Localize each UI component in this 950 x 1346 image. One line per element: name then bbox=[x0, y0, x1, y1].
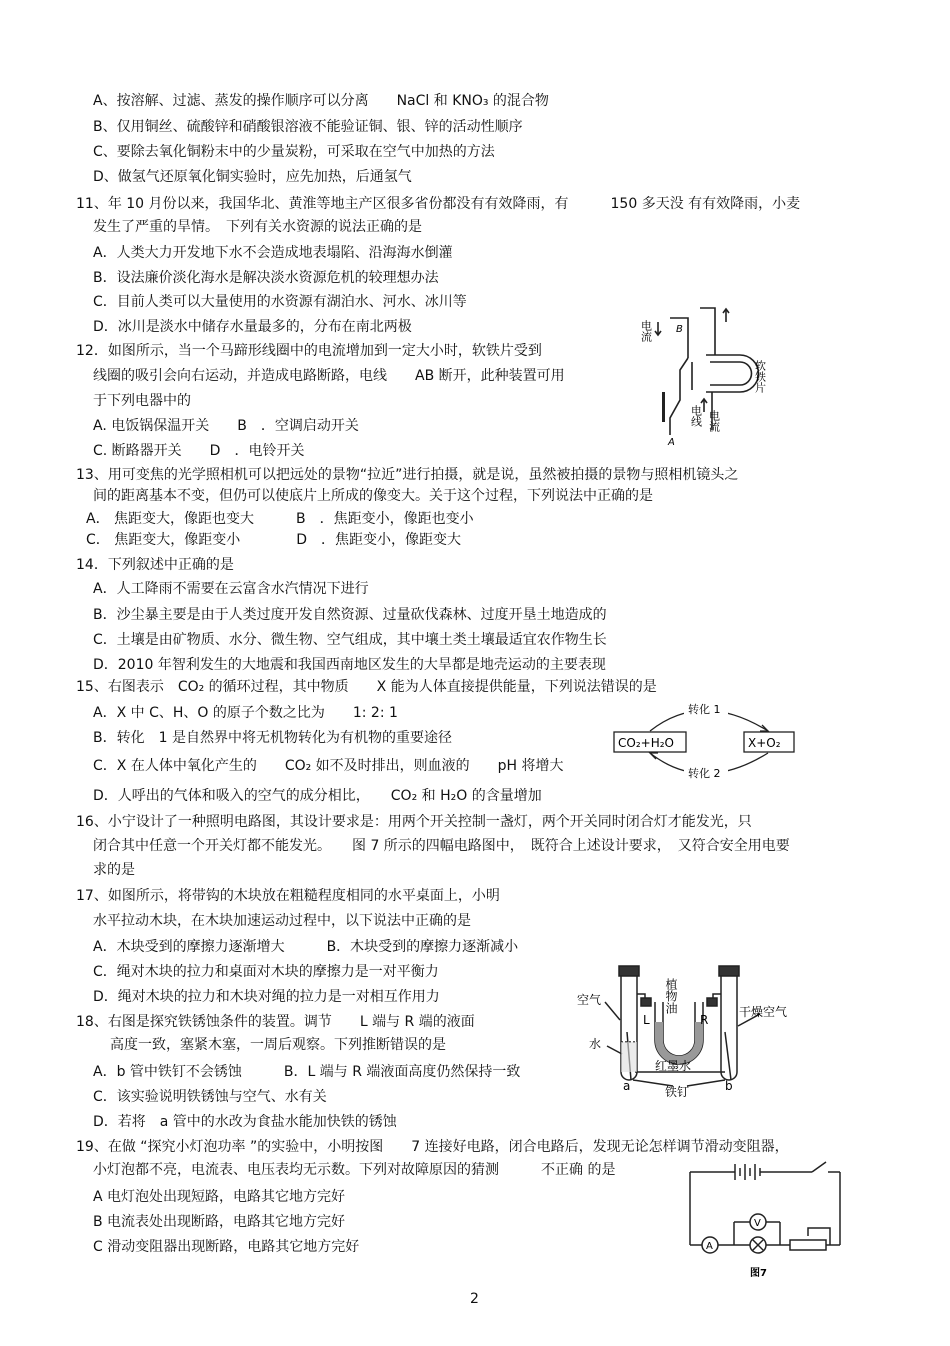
q13-options-cd: C． 焦距变大，像距变小 D ．焦距变小，像距变大 bbox=[86, 532, 462, 548]
q17-options-ab: A．木块受到的摩擦力逐渐增大 B．木块受到的摩擦力逐渐减小 bbox=[93, 939, 519, 955]
q16-stem-3: 求的是 bbox=[93, 862, 135, 878]
q18-option-c: C．该实验说明铁锈蚀与空气、水有关 bbox=[93, 1089, 327, 1105]
q17-stem: 17、如图所示，将带钩的木块放在粗糙程度相同的水平桌面上，小明 bbox=[76, 888, 500, 904]
q18-stem-2: 高度一致，塞紧木塞，一周后观察。下列推断错误的是 bbox=[110, 1037, 446, 1053]
q11-stem-2: 发生了严重的旱情。 下列有关水资源的说法正确的是 bbox=[93, 219, 422, 235]
q14-option-d: D．2010 年智利发生的大地震和我国西南地区发生的大旱都是地壳运动的主要表现 bbox=[93, 657, 606, 673]
q15-stem: 15、右图表示 CO₂ 的循环过程，其中物质 X 能为人体直接提供能量，下列说法错误的是 bbox=[76, 679, 657, 695]
q14-option-a: A．人工降雨不需要在云富含水汽情况下进行 bbox=[93, 581, 369, 597]
water-label: 水 bbox=[589, 1037, 602, 1051]
relay-a-label: A bbox=[668, 437, 675, 448]
co2-left-box-label: CO₂+H₂O bbox=[618, 736, 674, 750]
relay-soft-iron-label: 软铁片 bbox=[753, 360, 767, 393]
q12-options-cd: C. 断路器开关 D ．电铃开关 bbox=[93, 443, 305, 459]
left-end-l-label: L bbox=[643, 1013, 650, 1027]
q17-option-c: C．绳对木块的拉力和桌面对木块的摩擦力是一对平衡力 bbox=[93, 964, 439, 980]
red-ink-label: 红墨水 bbox=[655, 1059, 692, 1073]
plant-oil-label: 植物油 bbox=[664, 978, 678, 1014]
co2-right-box-label: X+O₂ bbox=[748, 736, 781, 750]
q15-option-c: C．X 在人体中氧化产生的 CO₂ 如不及时排出，则血液的 pH 将增大 bbox=[93, 758, 564, 774]
q18-options-ab: A．b 管中铁钉不会锈蚀 B．L 端与 R 端液面高度仍然保持一致 bbox=[93, 1064, 521, 1080]
q19-option-c: C 滑动变阻器出现断路，电路其它地方完好 bbox=[93, 1239, 360, 1255]
q13-stem: 13、用可变焦的光学照相机可以把远处的景物“拉近”进行拍摄，就是说，虽然被拍摄的景物与照相机镜头之 bbox=[76, 467, 739, 483]
q13-stem-2: 间的距离基本不变，但仍可以使底片上所成的像变大。关于这个过程，下列说法中正确的是 bbox=[93, 488, 653, 504]
q12-stem-3: 于下列电器中的 bbox=[93, 393, 191, 409]
q10-option-d: D、做氢气还原氧化铜实验时，应先加热，后通氢气 bbox=[93, 169, 412, 185]
co2-transform-2-label: 转化 2 bbox=[688, 767, 721, 780]
q15-option-d: D．人呼出的气体和吸入的空气的成分相比， CO₂ 和 H₂O 的含量增加 bbox=[93, 788, 542, 804]
q12-stem: 12．如图所示，当一个马蹄形线圈中的电流增加到一定大小时，软铁片受到 bbox=[76, 343, 542, 359]
q16-stem: 16、小宁设计了一种照明电路图，其设计要求是：用两个开关控制一盏灯，两个开关同时闭合灯才能发光，只 bbox=[76, 814, 752, 830]
tube-b-label: b bbox=[725, 1079, 733, 1093]
q19-option-b: B 电流表处出现断路，电路其它地方完好 bbox=[93, 1214, 346, 1230]
q18-stem: 18、右图是探究铁锈蚀条件的装置。调节 L 端与 R 端的液面 bbox=[76, 1014, 475, 1030]
q10-option-c: C、要除去氧化铜粉末中的少量炭粉，可采取在空气中加热的方法 bbox=[93, 144, 495, 160]
q15-option-a: A．X 中 C、H、O 的原子个数之比为 1: 2: 1 bbox=[93, 705, 398, 721]
page-number: 2 bbox=[470, 1291, 479, 1307]
ammeter-label: A bbox=[706, 1241, 713, 1252]
relay-figure bbox=[640, 300, 780, 448]
q14-option-c: C．土壤是由矿物质、水分、微生物、空气组成，其中壤土类土壤最适宜农作物生长 bbox=[93, 632, 607, 648]
relay-current-right-label: 电流 bbox=[707, 410, 721, 432]
q11-stem: 11、年 10 月份以来，我国华北、黄淮等地主产区很多省份都没有有效降雨，有 150 多天没 有有效降雨，小麦 bbox=[76, 196, 801, 212]
iron-rust-figure bbox=[575, 962, 795, 1102]
q12-stem-2: 线圈的吸引会向右运动，并造成电路断路，电线 AB 断开，此种装置可用 bbox=[93, 368, 565, 384]
q10-option-b: B、仅用铜丝、硫酸锌和硝酸银溶液不能验证铜、银、锌的活动性顺序 bbox=[93, 119, 523, 135]
q11-option-b: B．设法廉价淡化海水是解决淡水资源危机的较理想办法 bbox=[93, 270, 439, 286]
q11-option-c: C．目前人类可以大量使用的水资源有湖泊水、河水、冰川等 bbox=[93, 294, 467, 310]
q14-option-b: B．沙尘暴主要是由于人类过度开发自然资源、过量砍伐森林、过度开垦土地造成的 bbox=[93, 607, 607, 623]
right-end-r-label: R bbox=[700, 1013, 709, 1027]
iron-nail-label: 铁钉 bbox=[665, 1085, 690, 1099]
air-label: 空气 bbox=[577, 993, 602, 1007]
q14-stem: 14．下列叙述中正确的是 bbox=[76, 557, 234, 573]
q13-options-ab: A． 焦距变大，像距也变大 B ．焦距变小，像距也变小 bbox=[86, 511, 474, 527]
q11-option-a: A．人类大力开发地下水不会造成地表塌陷、沿海海水倒灌 bbox=[93, 245, 453, 261]
q12-options-ab: A. 电饭锅保温开关 B ．空调启动开关 bbox=[93, 418, 359, 434]
q19-option-a: A 电灯泡处出现短路，电路其它地方完好 bbox=[93, 1189, 346, 1205]
q15-option-b: B．转化 1 是自然界中将无机物转化为有机物的重要途径 bbox=[93, 730, 452, 746]
q17-stem-2: 水平拉动木块，在木块加速运动过程中，以下说法中正确的是 bbox=[93, 913, 471, 929]
q16-stem-2: 闭合其中任意一个开关灯都不能发光。 图 7 所示的四幅电路图中， 既符合上述设计要求， 又符合安全用电要 bbox=[93, 838, 790, 854]
q18-option-d: D．若将 a 管中的水改为食盐水能加快铁的锈蚀 bbox=[93, 1114, 397, 1130]
q11-option-d: D．冰川是淡水中储存水量最多的，分布在南北两极 bbox=[93, 319, 412, 335]
relay-b-label: B bbox=[676, 324, 683, 335]
q19-stem-2: 小灯泡都不亮，电流表、电压表均无示数。下列对故障原因的猜测 不正确 的是 bbox=[93, 1162, 616, 1178]
relay-current-left-label: 电流 bbox=[640, 320, 653, 342]
dry-air-label: 干燥空气 bbox=[739, 1005, 788, 1019]
voltmeter-label: V bbox=[754, 1218, 761, 1229]
relay-wire-label: 电线 bbox=[689, 405, 703, 427]
co2-cycle-figure bbox=[610, 698, 800, 782]
q17-option-d: D．绳对木块的拉力和木块对绳的拉力是一对相互作用力 bbox=[93, 989, 440, 1005]
co2-transform-1-label: 转化 1 bbox=[688, 703, 721, 716]
q19-stem: 19、在做 “探究小灯泡功率 ”的实验中，小明按图 7 连接好电路，闭合电路后，发现无论怎样调节滑动变阻器， bbox=[76, 1139, 789, 1155]
circuit-figure bbox=[680, 1150, 850, 1282]
tube-a-label: a bbox=[623, 1079, 631, 1093]
q10-option-a: A、按溶解、过滤、蒸发的操作顺序可以分离 NaCl 和 KNO₃ 的混合物 bbox=[93, 93, 549, 109]
figure-7-caption: 图7 bbox=[750, 1268, 767, 1279]
